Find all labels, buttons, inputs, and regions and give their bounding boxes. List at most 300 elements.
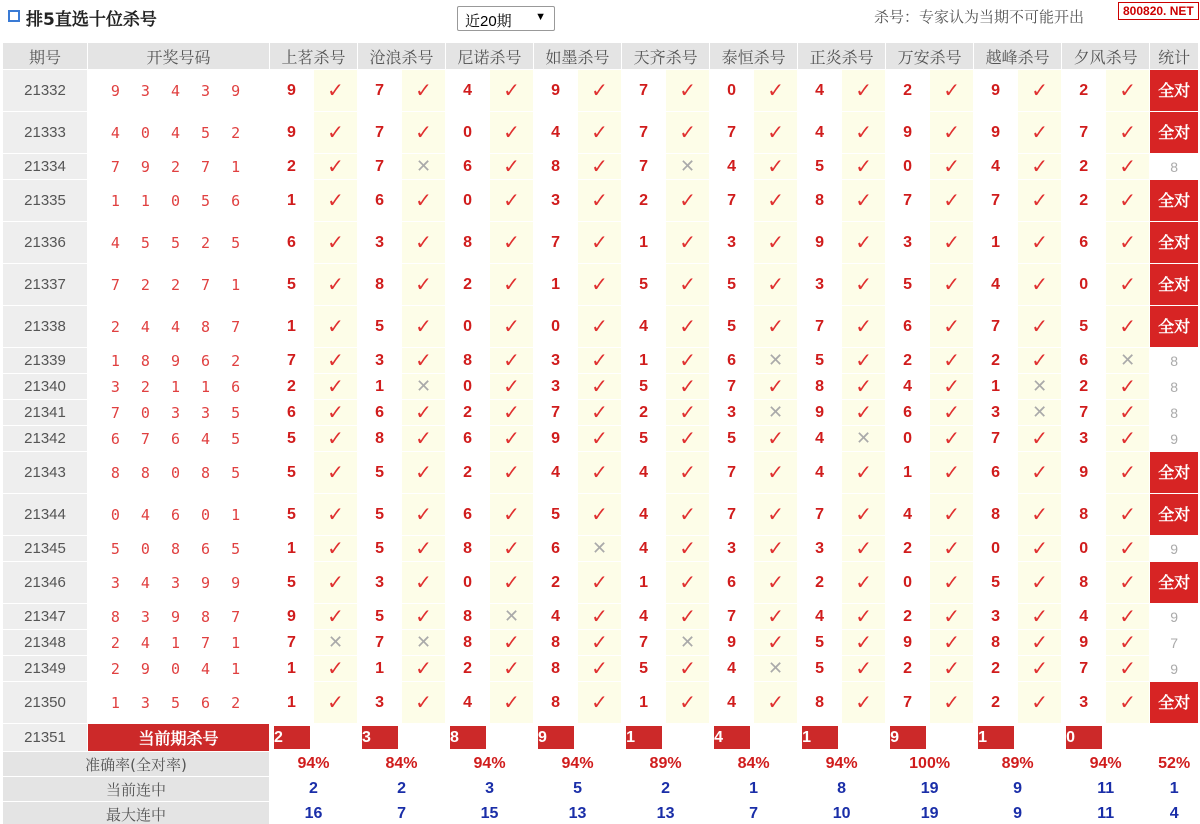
table-row bbox=[3, 656, 1199, 682]
kill-number-cell: 6 bbox=[358, 180, 402, 222]
summary-total: 4 bbox=[1150, 802, 1198, 824]
check-icon: ✓ bbox=[578, 180, 622, 222]
summary-value: 7 bbox=[710, 802, 798, 824]
check-icon: ✓ bbox=[402, 222, 446, 264]
kill-number-cell: 7 bbox=[622, 112, 666, 154]
check-icon: ✓ bbox=[314, 112, 358, 154]
issue-cell: 21333 bbox=[3, 112, 88, 154]
kill-number-cell: 8 bbox=[358, 264, 402, 306]
check-icon: ✓ bbox=[930, 426, 974, 452]
kill-number-cell: 4 bbox=[622, 604, 666, 630]
header-stat: 统计 bbox=[1150, 43, 1198, 70]
stat-cell: 全对 bbox=[1150, 562, 1198, 604]
check-icon: ✓ bbox=[578, 348, 622, 374]
kill-number-cell: 9 bbox=[270, 604, 314, 630]
issue-cell: 21346 bbox=[3, 562, 88, 604]
kill-table-container bbox=[2, 42, 1198, 824]
check-icon: ✓ bbox=[578, 630, 622, 656]
check-icon: ✓ bbox=[842, 682, 886, 724]
issue-cell: 21345 bbox=[3, 536, 88, 562]
summary-value: 94% bbox=[270, 752, 358, 777]
kill-number-cell: 8 bbox=[446, 348, 490, 374]
check-icon: ✓ bbox=[666, 348, 710, 374]
current-kill-cell bbox=[1062, 724, 1150, 752]
table-row bbox=[3, 494, 1199, 536]
kill-number-cell: 5 bbox=[710, 264, 754, 306]
table-row bbox=[3, 264, 1199, 306]
check-icon: ✓ bbox=[402, 562, 446, 604]
kill-number-cell: 0 bbox=[1062, 536, 1106, 562]
kill-number-cell: 5 bbox=[358, 306, 402, 348]
draw-number-cell: 1 8 9 6 2 bbox=[88, 348, 270, 374]
cross-icon: ✕ bbox=[402, 630, 446, 656]
summary-value: 9 bbox=[974, 802, 1062, 824]
check-icon: ✓ bbox=[666, 306, 710, 348]
header-expert: 万安杀号 bbox=[886, 43, 974, 70]
check-icon: ✓ bbox=[490, 348, 534, 374]
check-icon: ✓ bbox=[754, 180, 798, 222]
check-icon: ✓ bbox=[754, 426, 798, 452]
check-icon: ✓ bbox=[1106, 452, 1150, 494]
check-icon: ✓ bbox=[1106, 630, 1150, 656]
check-icon: ✓ bbox=[842, 348, 886, 374]
table-row bbox=[3, 222, 1199, 264]
kill-number-cell: 4 bbox=[622, 494, 666, 536]
kill-number-cell: 5 bbox=[358, 452, 402, 494]
kill-number-cell: 1 bbox=[358, 374, 402, 400]
kill-number-cell: 5 bbox=[358, 604, 402, 630]
summary-value: 1 bbox=[710, 777, 798, 802]
summary-value: 19 bbox=[886, 802, 974, 824]
kill-number-cell: 1 bbox=[270, 306, 314, 348]
check-icon: ✓ bbox=[842, 452, 886, 494]
kill-number-cell: 4 bbox=[798, 112, 842, 154]
check-icon: ✓ bbox=[754, 264, 798, 306]
summary-label: 当前连中 bbox=[3, 777, 270, 802]
check-icon: ✓ bbox=[1106, 494, 1150, 536]
kill-number-cell: 4 bbox=[446, 70, 490, 112]
kill-number-cell: 4 bbox=[710, 682, 754, 724]
cross-icon: ✕ bbox=[402, 374, 446, 400]
stat-cell: 8 bbox=[1150, 400, 1198, 426]
check-icon: ✓ bbox=[314, 426, 358, 452]
kill-number-cell: 1 bbox=[270, 656, 314, 682]
check-icon: ✓ bbox=[666, 604, 710, 630]
check-icon: ✓ bbox=[314, 494, 358, 536]
stat-cell: 全对 bbox=[1150, 494, 1198, 536]
stat-cell: 全对 bbox=[1150, 452, 1198, 494]
kill-number-cell: 2 bbox=[1062, 154, 1106, 180]
check-icon: ✓ bbox=[1106, 222, 1150, 264]
check-icon: ✓ bbox=[490, 426, 534, 452]
issue-cell: 21344 bbox=[3, 494, 88, 536]
kill-number-cell: 5 bbox=[798, 630, 842, 656]
kill-number-cell: 4 bbox=[710, 656, 754, 682]
draw-number-cell: 3 2 1 1 6 bbox=[88, 374, 270, 400]
kill-number-cell: 2 bbox=[446, 452, 490, 494]
summary-value: 8 bbox=[798, 777, 886, 802]
kill-number-cell: 8 bbox=[534, 682, 578, 724]
check-icon: ✓ bbox=[666, 656, 710, 682]
kill-number-cell: 9 bbox=[270, 70, 314, 112]
kill-number-cell: 7 bbox=[974, 180, 1018, 222]
stat-cell: 9 bbox=[1150, 536, 1198, 562]
issue-cell: 21338 bbox=[3, 306, 88, 348]
check-icon: ✓ bbox=[402, 348, 446, 374]
check-icon: ✓ bbox=[314, 604, 358, 630]
current-kill-badge: 9 bbox=[538, 726, 574, 749]
check-icon: ✓ bbox=[930, 630, 974, 656]
summary-value: 94% bbox=[534, 752, 622, 777]
check-icon: ✓ bbox=[1018, 70, 1062, 112]
check-icon: ✓ bbox=[314, 374, 358, 400]
check-icon: ✓ bbox=[754, 374, 798, 400]
check-icon: ✓ bbox=[754, 494, 798, 536]
kill-number-cell: 0 bbox=[446, 374, 490, 400]
kill-number-cell: 6 bbox=[446, 494, 490, 536]
kill-number-cell: 7 bbox=[1062, 400, 1106, 426]
check-icon: ✓ bbox=[490, 630, 534, 656]
check-icon: ✓ bbox=[578, 374, 622, 400]
kill-number-cell: 8 bbox=[446, 630, 490, 656]
cross-icon: ✕ bbox=[402, 154, 446, 180]
check-icon: ✓ bbox=[402, 604, 446, 630]
current-kill-cell bbox=[622, 724, 710, 752]
check-icon: ✓ bbox=[842, 630, 886, 656]
kill-number-cell: 0 bbox=[886, 154, 930, 180]
kill-number-cell: 2 bbox=[974, 682, 1018, 724]
kill-number-cell: 1 bbox=[886, 452, 930, 494]
kill-number-cell: 4 bbox=[798, 452, 842, 494]
draw-number-cell: 3 4 3 9 9 bbox=[88, 562, 270, 604]
check-icon: ✓ bbox=[314, 452, 358, 494]
kill-number-cell: 9 bbox=[886, 112, 930, 154]
check-icon: ✓ bbox=[1106, 426, 1150, 452]
kill-number-cell: 8 bbox=[974, 494, 1018, 536]
kill-number-cell: 3 bbox=[974, 400, 1018, 426]
current-period-row bbox=[3, 724, 1199, 752]
check-icon: ✓ bbox=[842, 400, 886, 426]
check-icon: ✓ bbox=[1018, 656, 1062, 682]
check-icon: ✓ bbox=[578, 400, 622, 426]
cross-icon: ✕ bbox=[314, 630, 358, 656]
kill-number-cell: 6 bbox=[886, 306, 930, 348]
current-kill-cell bbox=[798, 724, 886, 752]
check-icon: ✓ bbox=[754, 306, 798, 348]
issue-cell: 21347 bbox=[3, 604, 88, 630]
kill-number-cell: 9 bbox=[798, 222, 842, 264]
kill-number-cell: 8 bbox=[1062, 494, 1106, 536]
check-icon: ✓ bbox=[578, 264, 622, 306]
summary-value: 15 bbox=[446, 802, 534, 824]
kill-number-cell: 7 bbox=[358, 630, 402, 656]
table-row bbox=[3, 426, 1199, 452]
kill-number-cell: 2 bbox=[446, 264, 490, 306]
kill-number-cell: 7 bbox=[886, 682, 930, 724]
check-icon: ✓ bbox=[842, 562, 886, 604]
kill-number-cell: 0 bbox=[446, 306, 490, 348]
kill-number-cell: 3 bbox=[358, 682, 402, 724]
kill-number-cell: 5 bbox=[710, 426, 754, 452]
kill-number-cell: 7 bbox=[798, 306, 842, 348]
header-expert: 沧浪杀号 bbox=[358, 43, 446, 70]
table-header bbox=[3, 43, 1199, 70]
check-icon: ✓ bbox=[1018, 630, 1062, 656]
kill-number-cell: 1 bbox=[622, 682, 666, 724]
kill-number-cell: 7 bbox=[270, 630, 314, 656]
kill-number-cell: 5 bbox=[886, 264, 930, 306]
check-icon: ✓ bbox=[490, 154, 534, 180]
check-icon: ✓ bbox=[754, 682, 798, 724]
kill-number-cell: 1 bbox=[622, 348, 666, 374]
current-kill-badge: 1 bbox=[978, 726, 1014, 749]
draw-number-cell: 4 0 4 5 2 bbox=[88, 112, 270, 154]
kill-number-cell: 7 bbox=[534, 400, 578, 426]
check-icon: ✓ bbox=[842, 180, 886, 222]
check-icon: ✓ bbox=[754, 562, 798, 604]
header-expert: 越峰杀号 bbox=[974, 43, 1062, 70]
check-icon: ✓ bbox=[578, 604, 622, 630]
kill-number-cell: 8 bbox=[446, 604, 490, 630]
stat-cell: 全对 bbox=[1150, 112, 1198, 154]
check-icon: ✓ bbox=[754, 70, 798, 112]
check-icon: ✓ bbox=[578, 70, 622, 112]
cross-icon: ✕ bbox=[1018, 400, 1062, 426]
kill-number-cell: 3 bbox=[710, 222, 754, 264]
kill-number-cell: 3 bbox=[710, 536, 754, 562]
draw-number-cell: 5 0 8 6 5 bbox=[88, 536, 270, 562]
check-icon: ✓ bbox=[402, 180, 446, 222]
check-icon: ✓ bbox=[402, 112, 446, 154]
check-icon: ✓ bbox=[402, 494, 446, 536]
kill-number-cell: 7 bbox=[1062, 656, 1106, 682]
check-icon: ✓ bbox=[402, 264, 446, 306]
check-icon: ✓ bbox=[490, 682, 534, 724]
check-icon: ✓ bbox=[314, 656, 358, 682]
draw-number-cell: 6 7 6 4 5 bbox=[88, 426, 270, 452]
check-icon: ✓ bbox=[1018, 562, 1062, 604]
check-icon: ✓ bbox=[578, 112, 622, 154]
table-row bbox=[3, 682, 1199, 724]
check-icon: ✓ bbox=[930, 656, 974, 682]
check-icon: ✓ bbox=[1018, 222, 1062, 264]
issue-cell: 21350 bbox=[3, 682, 88, 724]
kill-number-cell: 0 bbox=[446, 112, 490, 154]
check-icon: ✓ bbox=[1018, 112, 1062, 154]
kill-number-cell: 6 bbox=[710, 348, 754, 374]
check-icon: ✓ bbox=[666, 426, 710, 452]
kill-number-cell: 6 bbox=[974, 452, 1018, 494]
kill-number-cell: 2 bbox=[886, 70, 930, 112]
check-icon: ✓ bbox=[842, 70, 886, 112]
check-icon: ✓ bbox=[490, 306, 534, 348]
check-icon: ✓ bbox=[1106, 400, 1150, 426]
cross-icon: ✕ bbox=[666, 154, 710, 180]
check-icon: ✓ bbox=[754, 222, 798, 264]
current-kill-cell bbox=[270, 724, 358, 752]
current-kill-badge: 0 bbox=[1066, 726, 1102, 749]
summary-total: 1 bbox=[1150, 777, 1198, 802]
kill-number-cell: 9 bbox=[974, 70, 1018, 112]
kill-number-cell: 7 bbox=[622, 630, 666, 656]
summary-value: 7 bbox=[358, 802, 446, 824]
table-row bbox=[3, 400, 1199, 426]
summary-value: 84% bbox=[710, 752, 798, 777]
kill-number-cell: 3 bbox=[1062, 426, 1106, 452]
check-icon: ✓ bbox=[754, 154, 798, 180]
check-icon: ✓ bbox=[1018, 306, 1062, 348]
draw-number-cell: 1 1 0 5 6 bbox=[88, 180, 270, 222]
draw-number-cell: 9 3 4 3 9 bbox=[88, 70, 270, 112]
kill-number-cell: 2 bbox=[974, 656, 1018, 682]
kill-number-cell: 1 bbox=[270, 682, 314, 724]
check-icon: ✓ bbox=[754, 536, 798, 562]
kill-number-cell: 4 bbox=[974, 264, 1018, 306]
check-icon: ✓ bbox=[754, 630, 798, 656]
summary-value: 94% bbox=[798, 752, 886, 777]
check-icon: ✓ bbox=[842, 264, 886, 306]
summary-value: 3 bbox=[446, 777, 534, 802]
check-icon: ✓ bbox=[402, 400, 446, 426]
check-icon: ✓ bbox=[490, 452, 534, 494]
check-icon: ✓ bbox=[490, 656, 534, 682]
check-icon: ✓ bbox=[1018, 426, 1062, 452]
cross-icon: ✕ bbox=[754, 400, 798, 426]
check-icon: ✓ bbox=[930, 494, 974, 536]
current-kill-badge: 1 bbox=[802, 726, 838, 749]
kill-number-cell: 7 bbox=[358, 70, 402, 112]
draw-number-cell: 7 9 2 7 1 bbox=[88, 154, 270, 180]
summary-value: 5 bbox=[534, 777, 622, 802]
table-row bbox=[3, 452, 1199, 494]
kill-number-cell: 5 bbox=[622, 374, 666, 400]
check-icon: ✓ bbox=[1018, 264, 1062, 306]
check-icon: ✓ bbox=[1106, 180, 1150, 222]
period-select[interactable] bbox=[457, 6, 555, 31]
kill-number-cell: 6 bbox=[270, 222, 314, 264]
title-square-icon bbox=[8, 10, 20, 22]
stat-cell: 9 bbox=[1150, 604, 1198, 630]
check-icon: ✓ bbox=[666, 112, 710, 154]
kill-number-cell: 3 bbox=[358, 222, 402, 264]
kill-number-cell: 8 bbox=[446, 536, 490, 562]
draw-number-cell: 2 4 4 8 7 bbox=[88, 306, 270, 348]
check-icon: ✓ bbox=[1018, 682, 1062, 724]
check-icon: ✓ bbox=[930, 452, 974, 494]
summary-label: 准确率(全对率) bbox=[3, 752, 270, 777]
check-icon: ✓ bbox=[578, 426, 622, 452]
kill-number-cell: 6 bbox=[446, 426, 490, 452]
kill-number-cell: 6 bbox=[446, 154, 490, 180]
stat-cell: 全对 bbox=[1150, 306, 1198, 348]
check-icon: ✓ bbox=[1106, 70, 1150, 112]
check-icon: ✓ bbox=[842, 494, 886, 536]
kill-number-cell: 7 bbox=[974, 426, 1018, 452]
kill-number-cell: 5 bbox=[974, 562, 1018, 604]
site-watermark: 800820. NET bbox=[1118, 2, 1199, 20]
kill-number-cell: 1 bbox=[358, 656, 402, 682]
kill-number-cell: 8 bbox=[1062, 562, 1106, 604]
summary-value: 84% bbox=[358, 752, 446, 777]
check-icon: ✓ bbox=[314, 180, 358, 222]
kill-number-cell: 2 bbox=[886, 536, 930, 562]
check-icon: ✓ bbox=[930, 536, 974, 562]
cross-icon: ✕ bbox=[842, 426, 886, 452]
summary-value: 100% bbox=[886, 752, 974, 777]
kill-number-cell: 0 bbox=[710, 70, 754, 112]
check-icon: ✓ bbox=[754, 452, 798, 494]
kill-number-cell: 4 bbox=[534, 604, 578, 630]
check-icon: ✓ bbox=[402, 452, 446, 494]
check-icon: ✓ bbox=[930, 562, 974, 604]
check-icon: ✓ bbox=[1106, 562, 1150, 604]
kill-number-cell: 7 bbox=[358, 154, 402, 180]
kill-number-cell: 8 bbox=[358, 426, 402, 452]
current-streak-row bbox=[3, 777, 1199, 802]
kill-number-cell: 4 bbox=[534, 452, 578, 494]
kill-number-cell: 1 bbox=[622, 562, 666, 604]
check-icon: ✓ bbox=[1106, 264, 1150, 306]
kill-number-cell: 5 bbox=[270, 452, 314, 494]
issue-cell: 21340 bbox=[3, 374, 88, 400]
issue-cell: 21348 bbox=[3, 630, 88, 656]
check-icon: ✓ bbox=[314, 682, 358, 724]
kill-number-cell: 7 bbox=[710, 180, 754, 222]
max-streak-row bbox=[3, 802, 1199, 824]
check-icon: ✓ bbox=[754, 112, 798, 154]
check-icon: ✓ bbox=[1018, 536, 1062, 562]
kill-number-cell: 2 bbox=[798, 562, 842, 604]
header-expert: 正炎杀号 bbox=[798, 43, 886, 70]
check-icon: ✓ bbox=[1018, 180, 1062, 222]
kill-number-cell: 2 bbox=[270, 374, 314, 400]
check-icon: ✓ bbox=[930, 70, 974, 112]
kill-number-cell: 5 bbox=[270, 426, 314, 452]
draw-number-cell: 8 3 9 8 7 bbox=[88, 604, 270, 630]
summary-value: 89% bbox=[974, 752, 1062, 777]
check-icon: ✓ bbox=[1018, 494, 1062, 536]
kill-number-cell: 4 bbox=[710, 154, 754, 180]
kill-number-cell: 4 bbox=[622, 452, 666, 494]
kill-number-cell: 7 bbox=[358, 112, 402, 154]
kill-number-cell: 5 bbox=[798, 656, 842, 682]
kill-number-cell: 5 bbox=[1062, 306, 1106, 348]
check-icon: ✓ bbox=[314, 400, 358, 426]
check-icon: ✓ bbox=[666, 374, 710, 400]
kill-number-cell: 9 bbox=[534, 426, 578, 452]
header-expert: 夕风杀号 bbox=[1062, 43, 1150, 70]
check-icon: ✓ bbox=[1106, 536, 1150, 562]
kill-number-cell: 4 bbox=[446, 682, 490, 724]
draw-number-cell: 4 5 5 2 5 bbox=[88, 222, 270, 264]
kill-number-cell: 3 bbox=[886, 222, 930, 264]
kill-number-cell: 2 bbox=[446, 656, 490, 682]
kill-number-cell: 7 bbox=[1062, 112, 1106, 154]
stat-cell: 8 bbox=[1150, 154, 1198, 180]
kill-number-cell: 3 bbox=[534, 374, 578, 400]
summary-label: 最大连中 bbox=[3, 802, 270, 824]
check-icon: ✓ bbox=[578, 306, 622, 348]
draw-number-cell: 2 9 0 4 1 bbox=[88, 656, 270, 682]
kill-number-cell: 8 bbox=[974, 630, 1018, 656]
summary-value: 10 bbox=[798, 802, 886, 824]
summary-value: 2 bbox=[622, 777, 710, 802]
check-icon: ✓ bbox=[490, 536, 534, 562]
kill-number-cell: 5 bbox=[358, 536, 402, 562]
period-select-value: 近20期 bbox=[465, 13, 512, 30]
check-icon: ✓ bbox=[314, 154, 358, 180]
check-icon: ✓ bbox=[1018, 604, 1062, 630]
